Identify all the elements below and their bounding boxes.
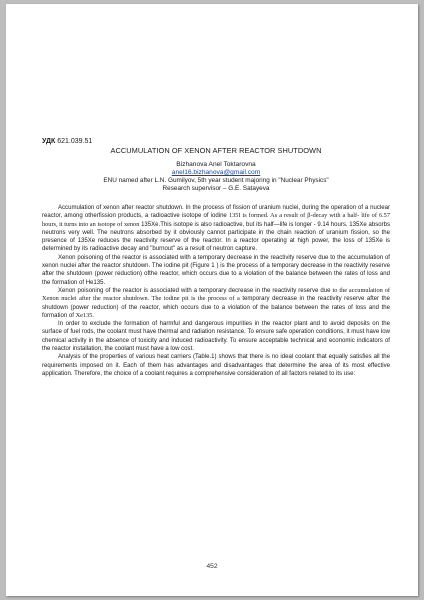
paragraph-2: Xenon poisoning of the reactor is associated with a temporary decrease in the reactivity reserve due to the accumulation of xenon nuclei after the reactor shutdown. The iodine pit (Figure 1 ) is the process of a temporary decrease in the reactivity reserve after the shutdown (power reduction) ofthe reactor, which occurs due to a violation of the balance between the rates of loss and the formation of He135. [42,254,390,286]
paragraph-5: Analysis of the properties of various heat carriers (Table.1) shows that there is no ideal coolant that equally satisfies all the requirements imposed on it. Each of them has advantages and disadvantages that determine the area of its most effective application. Therefore, the choice of a coolant requires a comprehensive consideration of all factors related to its use: [42,354,390,377]
research-supervisor: Research supervisor – G.E. Satayeva [162,185,270,192]
article-title: ACCUMULATION OF XENON AFTER REACTOR SHUTDOWN [110,146,322,155]
paragraph-3: Xenon poisoning of the reactor is associated with a temporary decrease in the reactivity reserve due to the accumulation of Xenon nuclei after the reactor shutdown. The iodine pit is the process of a temporary decrease in the reactivity reserve after the shutdown (power reduction) of the reactor, which occurs due to a violation of the balance between the rates of loss and the formation of Xe135. [42,286,390,319]
page-number: 452 [206,563,218,570]
author-name: Bizhanova Anel Toktarovna [176,161,256,168]
author-email-link[interactable]: anel16.bizhanova@gmail.com [171,169,261,176]
udk-number: 621.039.51 [57,138,93,145]
udk-label: УДК [42,138,56,145]
paragraph-1: Accumulation of xenon after reactor shutdown. In the process of fission of uranium nuclei, during the operation of a nuclear reactor, among otherfission products, a radioactive isotope of iodine 135I is formed. As a result of β-decay with a half- life of 6.57 hours, it turns into an isotope of xenon 135Xe.This isotope is also radioactive, but its half—life is longer - 9.14 hours. 135Xe absorbs neutrons very well. The neutrons absorbed by it obviously cannot participate in the chain reaction of uranium fission, so the presence of 135Xe reduces the reactivity reserve of the reactor. In a reactor operating at high power, the loss of 135Xe is determined by its radioactive decay and "burnout" as a result of neutron capture. [42,205,391,253]
article-content [42,137,390,378]
paragraph-4: In order to exclude the formation of harmful and dangerous impurities in the reactor plant and to avoid deposits on the surface of fuel rods, the coolant must have thermal and radiation resistance. To ensure safe operation conditions, it must have low chemical activity in the absence of toxicity and induced radioactivity. To ensure acceptable technical and economic indicators of the reactor installation, the coolant must have a low cost. [42,321,390,353]
author-affiliation: ENU named after L.N. Gumilyov, 5th year student majoring in "Nuclear Physics" [103,177,329,184]
udk-code [42,137,390,146]
document-page [6,4,418,596]
